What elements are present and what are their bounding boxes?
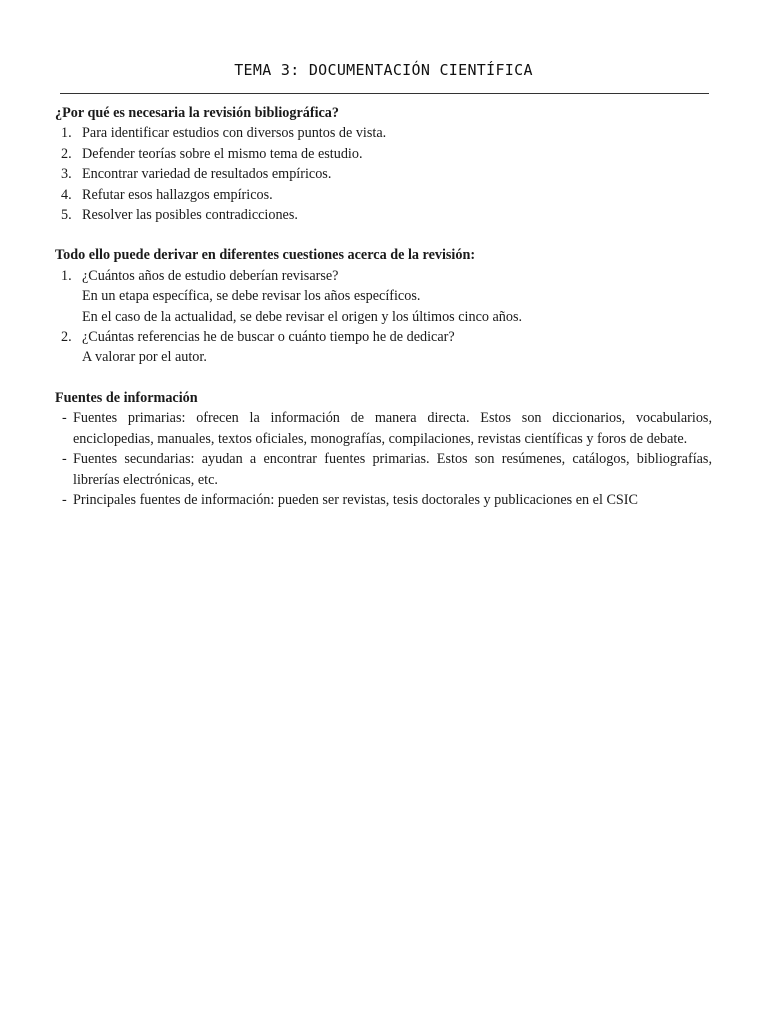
list-item-text: Fuentes secundarias: ayudan a encontrar fuentes primarias. Estos son resúmenes, catálogos, bibliografías, librerías electrónicas, etc.: [73, 451, 712, 488]
list-number: 1.: [61, 125, 72, 142]
list-item: [55, 327, 712, 368]
list-item-text: Encontrar variedad de resultados empíricos.: [82, 166, 332, 183]
list-item-text: Refutar esos hallazgos empíricos.: [82, 186, 273, 203]
list-number: 1.: [61, 267, 72, 284]
question-text: ¿Cuántos años de estudio deberían revisarse?: [82, 267, 339, 284]
list-item: [55, 490, 712, 510]
section-heading-questions: Todo ello puede derivar en diferentes cuestiones acerca de la revisión:: [55, 247, 476, 264]
list-item: [55, 144, 712, 164]
list-item-text: Fuentes primarias: ofrecen la información de manera directa. Estos son diccionarios, vocabularios, enciclopedias, manuales, textos oficiales, monografías, compilaciones, revistas científicas y foros de debate.: [73, 410, 712, 447]
list-item: [55, 185, 712, 205]
page-title: TEMA 3: DOCUMENTACIÓN CIENTÍFICA: [234, 61, 533, 79]
list-item: [55, 123, 712, 143]
dash-marker: -: [62, 451, 67, 468]
list-item: [55, 164, 712, 184]
dash-marker: -: [62, 410, 67, 427]
list-item: [55, 408, 712, 449]
section-heading-sources: Fuentes de información: [55, 389, 198, 406]
answer-text: A valorar por el autor.: [82, 349, 207, 366]
list-number: 2.: [61, 145, 72, 162]
dash-marker: -: [62, 491, 67, 508]
list-item-text: Principales fuentes de información: pueden ser revistas, tesis doctorales y publicaciones en el CSIC: [73, 491, 638, 508]
sources-list: [55, 408, 712, 510]
title-divider: [60, 93, 709, 94]
list-item: [55, 205, 712, 225]
answer-text: En el caso de la actualidad, se debe revisar el origen y los últimos cinco años.: [82, 308, 523, 325]
list-number: 5.: [61, 207, 72, 224]
list-number: 3.: [61, 166, 72, 183]
section-heading-why-review: ¿Por qué es necesaria la revisión bibliográfica?: [55, 105, 339, 121]
questions-list: [55, 266, 712, 368]
list-item: [55, 266, 712, 327]
list-number: 4.: [61, 186, 72, 203]
list-number: 2.: [61, 329, 72, 346]
list-item-text: Resolver las posibles contradicciones.: [82, 207, 298, 224]
answer-text: En un etapa específica, se debe revisar los años específicos.: [82, 288, 421, 305]
question-text: ¿Cuántas referencias he de buscar o cuánto tiempo he de dedicar?: [82, 329, 455, 346]
list-item: [55, 449, 712, 490]
why-review-list: [55, 123, 712, 225]
list-item-text: Defender teorías sobre el mismo tema de estudio.: [82, 145, 363, 162]
document-page: [55, 0, 712, 510]
list-item-text: Para identificar estudios con diversos puntos de vista.: [82, 125, 387, 142]
